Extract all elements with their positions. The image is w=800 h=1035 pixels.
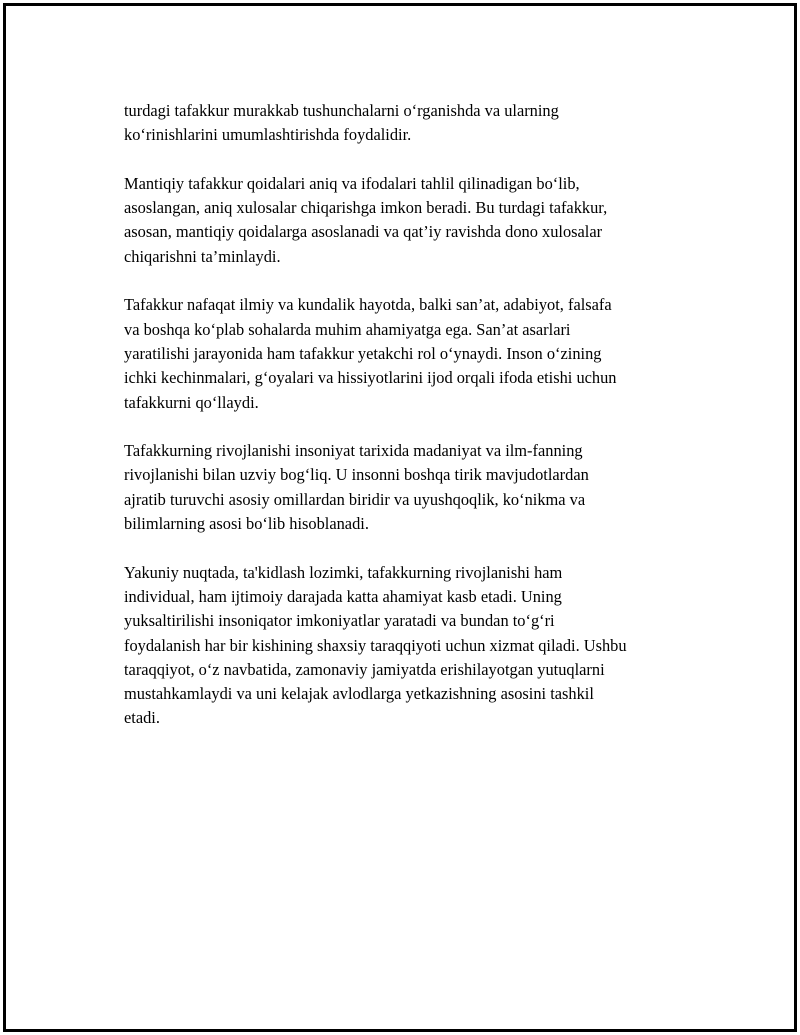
page-frame (3, 3, 797, 1032)
paragraph-1: turdagi tafakkur murakkab tushunchalarni o‘rganishda va ularning ko‘rinishlarini umumlashtirishda foydalidir. (124, 101, 559, 145)
paragraph-4: Tafakkurning rivojlanishi insoniyat tarixida madaniyat va ilm-fanning rivojlanishi bilan uzviy bog‘liq. U insonni boshqa tirik mavjudotlardan ajratib turuvchi asosiy omillardan biridir va uyushqoqlik, ko‘nikma va bilimlarning asosi bo‘lib hisoblanadi. (124, 441, 589, 534)
document-body (124, 99, 684, 755)
paragraph-2: Mantiqiy tafakkur qoidalari aniq va ifodalari tahlil qilinadigan bo‘lib, asoslangan, aniq xulosalar chiqarishga imkon beradi. Bu turdagi tafakkur, asosan, mantiqiy qoidalarga asoslanadi va qat’iy ravishda dono xulosalar chiqarishni ta’minlaydi. (124, 173, 608, 266)
paragraph-5: Yakuniy nuqtada, ta'kidlash lozimki, tafakkurning rivojlanishi ham individual, ham ijtimoiy darajada katta ahamiyat kasb etadi. Uning yuksaltirilishi insoniqator imkoniyatlar yaratadi va bundan to‘g‘ri foydalanish har bir kishining shaxsiy taraqqiyoti uchun xizmat qiladi. Ushbu taraqqiyot, o‘z navbatida, zamonaviy jamiyatda erishilayotgan yutuqlarni mustahkamlaydi va uni kelajak avlodlarga yetkazishning asosini tashkil etadi. (124, 562, 627, 728)
paragraph-3: Tafakkur nafaqat ilmiy va kundalik hayotda, balki san’at, adabiyot, falsafa va boshqa ko‘plab sohalarda muhim ahamiyatga ega. San’at asarlari yaratilishi jarayonida ham tafakkur yetakchi rol o‘ynaydi. Inson o‘zining ichki kechinmalari, g‘oyalari va hissiyotlarini ijod orqali ifoda etishi uchun tafakkurni qo‘llaydi. (124, 295, 617, 412)
